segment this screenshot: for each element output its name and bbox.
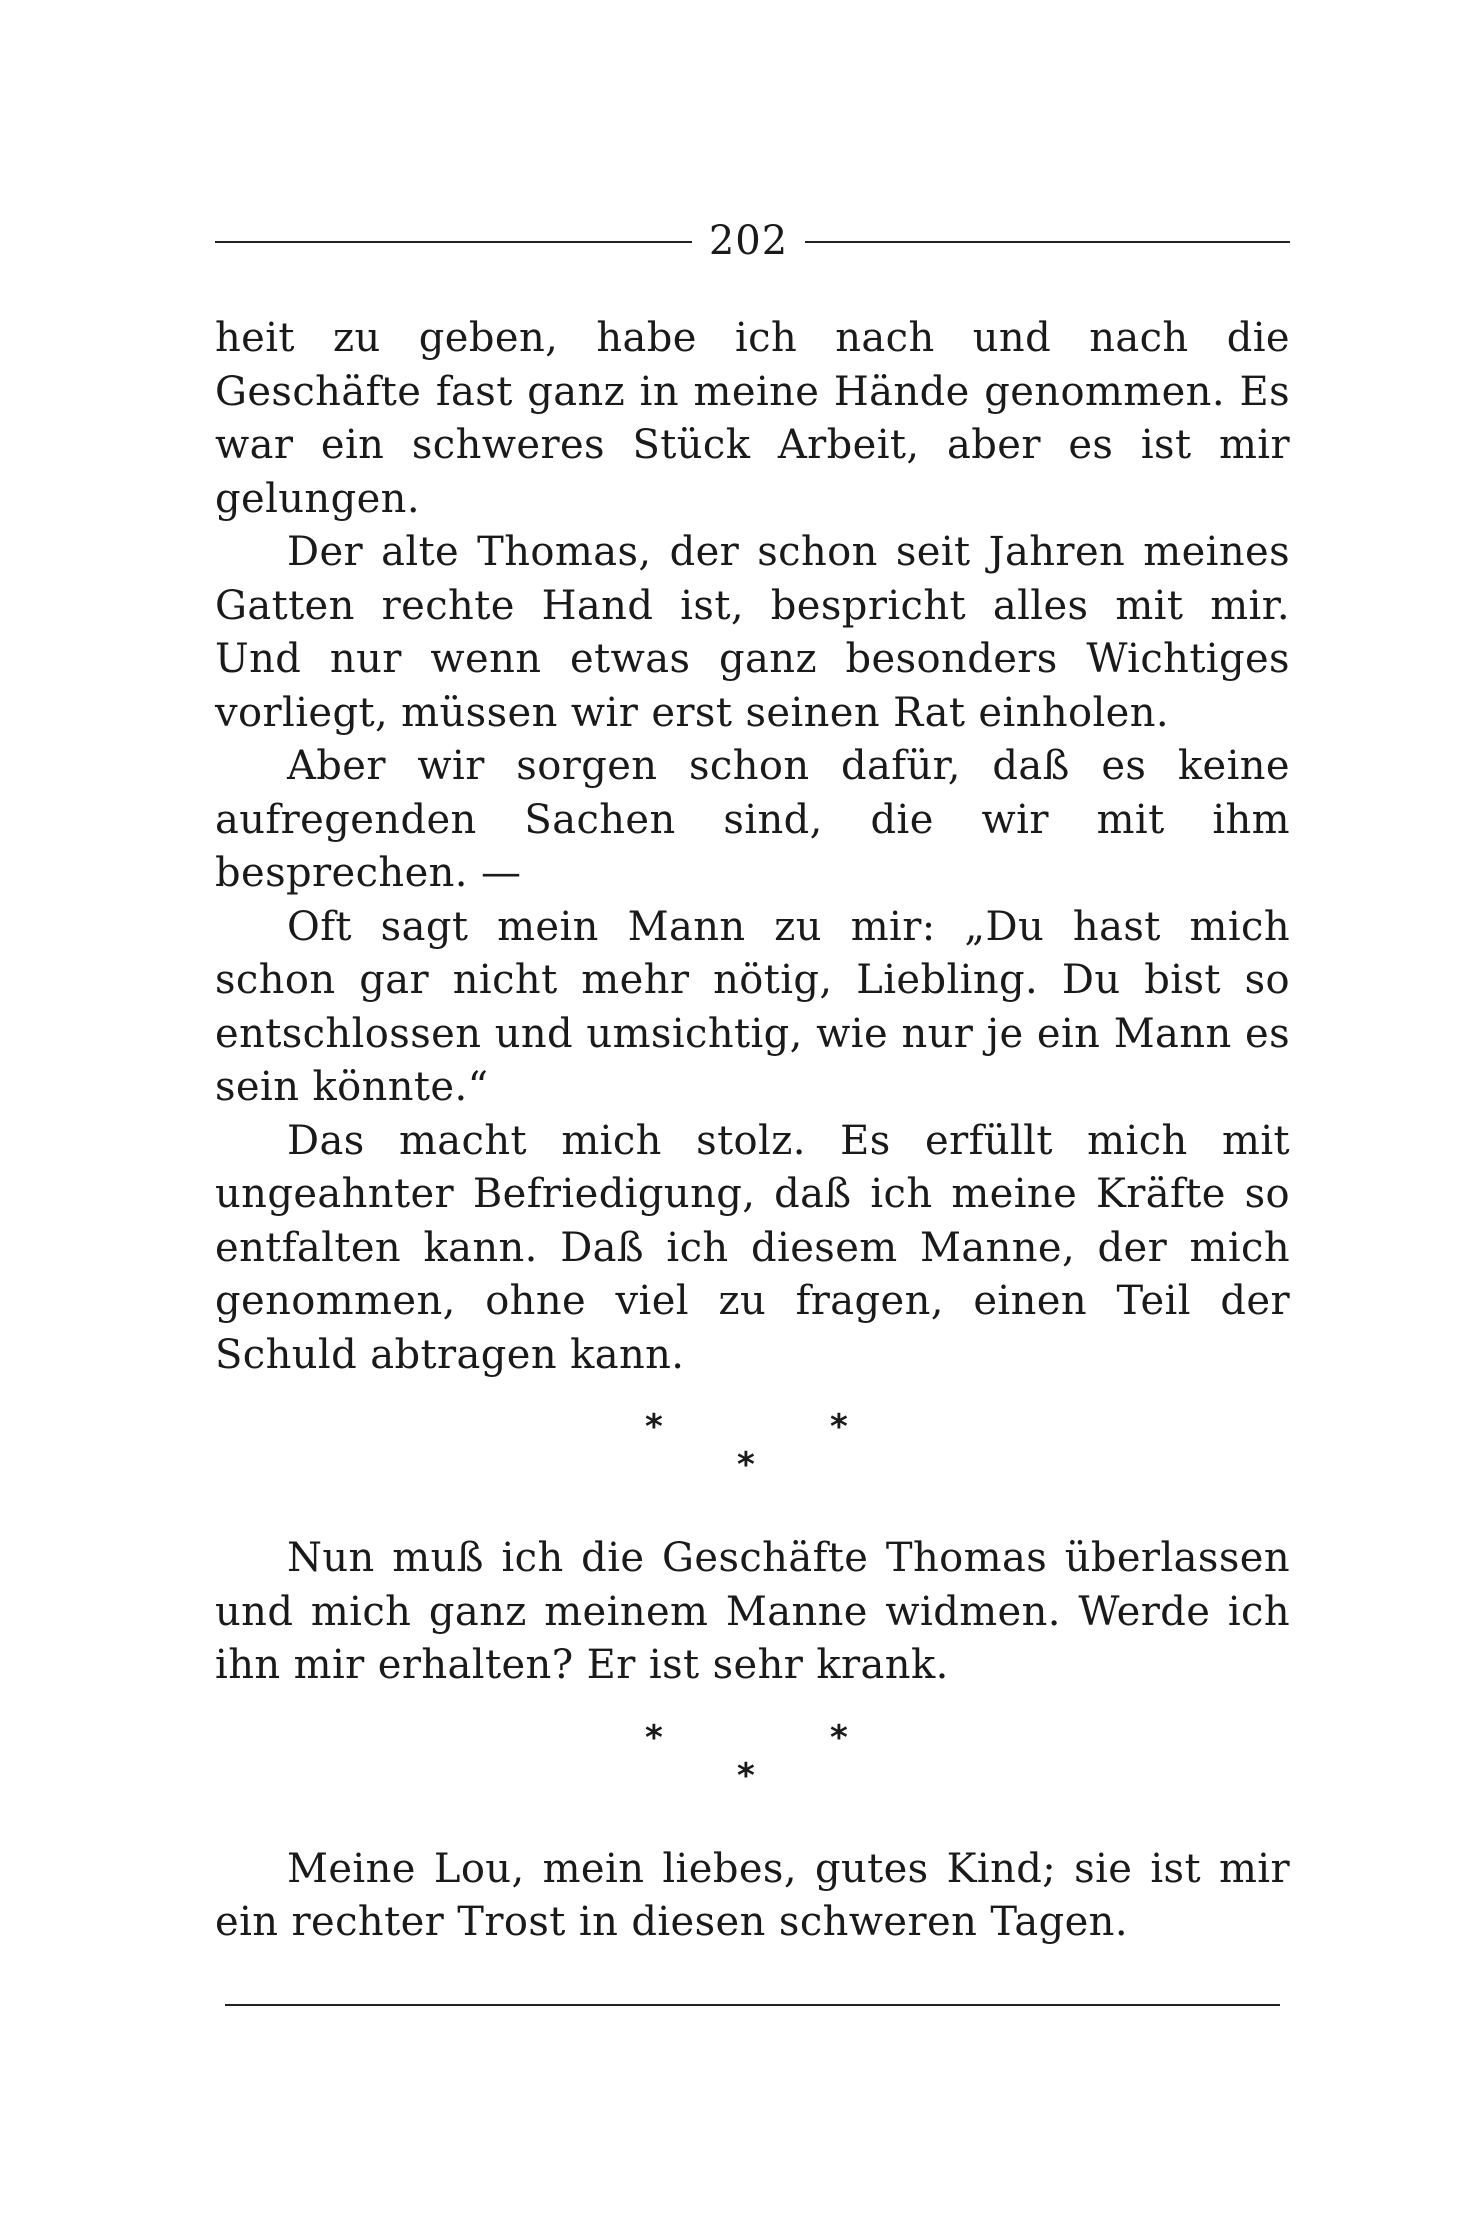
header-rule-right (805, 241, 1290, 243)
asterism-star: * (645, 1717, 664, 1758)
page-number: 202 (708, 218, 789, 264)
page-header (215, 215, 1290, 267)
page-body (215, 312, 1290, 1950)
paragraph-1: heit zu geben, habe ich nach und nach die Geschäfte fast ganz in meine Hände genommen. Es war ein schweres Stück Arbeit, aber es ist mir gelungen. (215, 315, 1290, 522)
footer-rule (225, 2004, 1280, 2006)
asterism-star: * (737, 1755, 756, 1796)
paragraph-6: Nun muß ich die Geschäfte Thomas überlassen und mich ganz meinem Manne widmen. Werde ich ihn mir erhalten? Er ist sehr krank. (215, 1535, 1290, 1688)
section-break-2 (215, 1709, 1290, 1819)
asterism-star: * (830, 1407, 849, 1447)
header-rule-left (215, 241, 692, 243)
paragraph-2: Der alte Thomas, der schon seit Jahren meines Gatten rechte Hand ist, bespricht alles mit mir. Und nur wenn etwas ganz besonders Wichtiges vorliegt, müssen wir erst seinen Rat einholen. (215, 529, 1290, 736)
paragraph-5: Das macht mich stolz. Es erfüllt mich mit ungeahnter Befriedigung, daß ich meine Kräfte so entfalten kann. Daß ich diesem Manne, der mich genommen, ohne viel zu fragen, einen Teil der Schuld abtragen kann. (215, 1117, 1290, 1378)
paragraph-4: Oft sagt mein Mann zu mir: „Du hast mich schon gar nicht mehr nötig, Liebling. Du bist so entschlossen und umsichtig, wie nur je ein Mann es sein könnte.“ (215, 903, 1290, 1110)
asterism-star: * (645, 1407, 664, 1447)
section-break-1 (215, 1398, 1290, 1508)
asterism-star: * (737, 1445, 756, 1485)
asterism-star: * (830, 1717, 849, 1758)
paragraph-3: Aber wir sorgen schon dafür, daß es keine aufregenden Sachen sind, die wir mit ihm besprechen. — (215, 743, 1290, 896)
paragraph-7: Meine Lou, mein liebes, gutes Kind; sie ist mir ein rechter Trost in diesen schweren Tagen. (215, 1845, 1290, 1945)
